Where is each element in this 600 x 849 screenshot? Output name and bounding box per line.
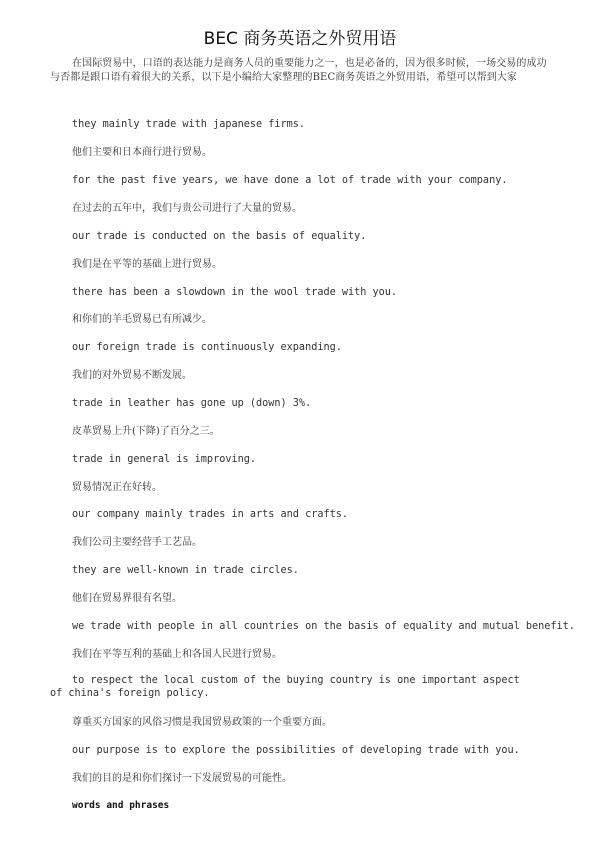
sentence-zh: 他们主要和日本商行进行贸易。 (72, 147, 212, 158)
sentence-zh: 我们在平等互利的基础上和各国人民进行贸易。 (72, 649, 282, 660)
sentence-en: for the past five years, we have done a lot of trade with your company. (72, 175, 508, 186)
sentence-zh: 我们的对外贸易不断发展。 (72, 370, 192, 381)
sentence-zh: 我们的目的是和你们探讨一下发展贸易的可能性。 (72, 773, 292, 784)
sentence-zh: 和你们的羊毛贸易已有所减少。 (72, 314, 212, 325)
sentence-en: our trade is conducted on the basis of equality. (72, 231, 367, 242)
page-title: BEC 商务英语之外贸用语 (203, 29, 397, 49)
sentence-zh: 我们公司主要经营手工艺品。 (72, 537, 202, 548)
sentence-en: there has been a slowdown in the wool trade with you. (72, 287, 398, 298)
sentence-zh: 我们是在平等的基础上进行贸易。 (72, 259, 222, 270)
sentence-zh: 在过去的五年中，我们与贵公司进行了大量的贸易。 (72, 203, 302, 214)
sentence-en: trade in leather has gone up (down) 3%. (72, 398, 312, 409)
sentence-en: they are well-known in trade circles. (72, 565, 299, 576)
sentence-en: our purpose is to explore the possibilities of developing trade with you. (72, 745, 520, 756)
sentence-zh: 尊重买方国家的风俗习惯是我国贸易政策的一个重要方面。 (72, 717, 332, 728)
sentence-zh: 贸易情况正在好转。 (72, 482, 162, 493)
sentence-en: trade in general is improving. (72, 454, 257, 465)
sentence-en: our foreign trade is continuously expanding. (72, 342, 342, 353)
sentence-zh: 皮革贸易上升(下降)了百分之三。 (72, 426, 220, 437)
sentence-en: we trade with people in all countries on the basis of equality and mutual benefit. (72, 621, 575, 632)
sentence-zh: 他们在贸易界很有名望。 (72, 593, 182, 604)
intro-paragraph: 在国际贸易中，口语的表达能力是商务人员的重要能力之一，也是必备的，因为很多时候，一场交易的成功与否都是跟口语有着很大的关系，以下是小编给大家整理的BEC商务英语之外贸用语，希望可以帮到大家 (50, 58, 547, 83)
sentence-en: our company mainly trades in arts and crafts. (72, 509, 349, 520)
section-heading: words and phrases (72, 800, 170, 811)
sentence-en: to respect the local custom of the buying country is one important aspect of china's foreign policy. (50, 675, 520, 699)
sentence-en: they mainly trade with japanese firms. (72, 119, 306, 130)
